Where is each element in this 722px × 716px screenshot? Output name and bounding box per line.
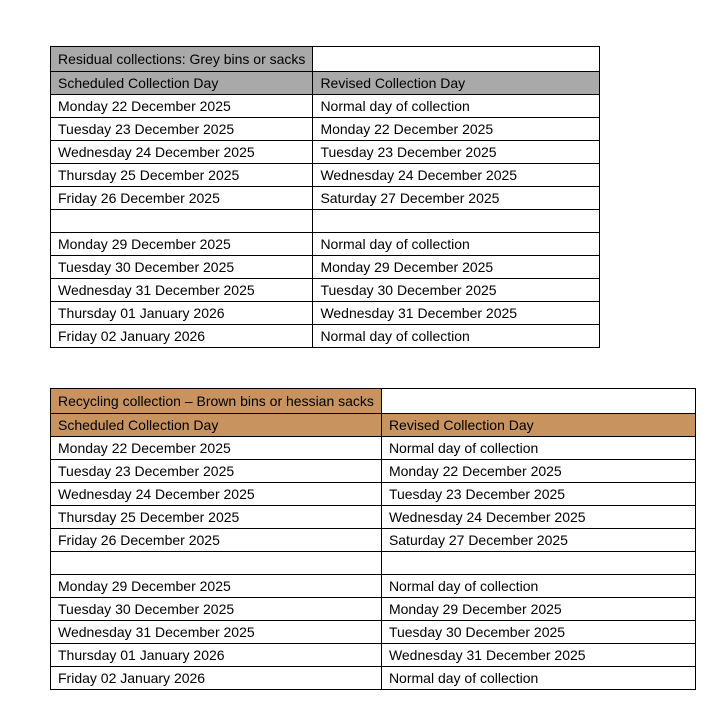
table-cell: Normal day of collection — [381, 667, 695, 690]
table-cell: Wednesday 31 December 2025 — [51, 279, 313, 302]
residual-table-head — [51, 47, 600, 95]
table-row — [51, 506, 696, 529]
residual-collections-section — [50, 46, 600, 348]
table-cell: Monday 29 December 2025 — [51, 233, 313, 256]
table-cell: Thursday 25 December 2025 — [51, 164, 313, 187]
recycling-table-body — [51, 437, 696, 690]
table-cell: Thursday 25 December 2025 — [51, 506, 382, 529]
table-cell: Tuesday 30 December 2025 — [313, 279, 600, 302]
table-row — [51, 164, 600, 187]
table-cell — [51, 552, 382, 575]
table-title-row — [51, 389, 696, 414]
table-row — [51, 302, 600, 325]
title-spacer-cell — [313, 47, 600, 72]
table-cell — [313, 210, 600, 233]
title-spacer-cell — [381, 389, 695, 414]
column-header-scheduled: Scheduled Collection Day — [51, 72, 313, 95]
table-cell: Normal day of collection — [313, 95, 600, 118]
table-cell: Monday 29 December 2025 — [313, 256, 600, 279]
recycling-table-title: Recycling collection – Brown bins or hessian sacks — [51, 389, 382, 414]
table-row — [51, 552, 696, 575]
table-cell: Wednesday 24 December 2025 — [313, 164, 600, 187]
table-cell: Wednesday 31 December 2025 — [313, 302, 600, 325]
table-row — [51, 118, 600, 141]
table-title-row — [51, 47, 600, 72]
table-row — [51, 325, 600, 348]
table-cell: Saturday 27 December 2025 — [381, 529, 695, 552]
table-row — [51, 621, 696, 644]
residual-collections-table — [50, 46, 600, 348]
table-row — [51, 279, 600, 302]
table-header-row — [51, 414, 696, 437]
table-cell: Wednesday 24 December 2025 — [51, 483, 382, 506]
table-row — [51, 644, 696, 667]
table-row — [51, 483, 696, 506]
table-cell: Tuesday 23 December 2025 — [51, 118, 313, 141]
table-cell: Tuesday 30 December 2025 — [51, 598, 382, 621]
table-row — [51, 667, 696, 690]
table-cell: Friday 26 December 2025 — [51, 187, 313, 210]
table-cell: Tuesday 23 December 2025 — [51, 460, 382, 483]
table-cell: Monday 22 December 2025 — [381, 460, 695, 483]
table-cell: Monday 29 December 2025 — [51, 575, 382, 598]
table-cell: Normal day of collection — [381, 437, 695, 460]
column-header-revised: Revised Collection Day — [313, 72, 600, 95]
table-cell: Monday 22 December 2025 — [51, 437, 382, 460]
table-cell: Tuesday 23 December 2025 — [381, 483, 695, 506]
table-cell: Monday 29 December 2025 — [381, 598, 695, 621]
table-row — [51, 233, 600, 256]
table-row — [51, 437, 696, 460]
table-row — [51, 95, 600, 118]
table-row — [51, 575, 696, 598]
table-cell — [51, 210, 313, 233]
table-cell: Normal day of collection — [313, 325, 600, 348]
table-cell: Tuesday 30 December 2025 — [381, 621, 695, 644]
recycling-table-head — [51, 389, 696, 437]
table-cell: Wednesday 31 December 2025 — [381, 644, 695, 667]
table-header-row — [51, 72, 600, 95]
recycling-collection-table — [50, 388, 696, 690]
table-cell: Friday 26 December 2025 — [51, 529, 382, 552]
column-header-revised: Revised Collection Day — [381, 414, 695, 437]
table-cell: Normal day of collection — [381, 575, 695, 598]
table-cell: Monday 22 December 2025 — [313, 118, 600, 141]
table-cell: Wednesday 24 December 2025 — [51, 141, 313, 164]
table-cell: Friday 02 January 2026 — [51, 667, 382, 690]
table-cell: Tuesday 23 December 2025 — [313, 141, 600, 164]
table-cell: Thursday 01 January 2026 — [51, 644, 382, 667]
residual-table-title: Residual collections: Grey bins or sacks — [51, 47, 313, 72]
table-cell: Wednesday 24 December 2025 — [381, 506, 695, 529]
column-header-scheduled: Scheduled Collection Day — [51, 414, 382, 437]
table-row — [51, 187, 600, 210]
table-row — [51, 460, 696, 483]
residual-table-body — [51, 95, 600, 348]
table-cell: Tuesday 30 December 2025 — [51, 256, 313, 279]
table-row — [51, 256, 600, 279]
table-row — [51, 598, 696, 621]
table-cell: Saturday 27 December 2025 — [313, 187, 600, 210]
table-cell: Friday 02 January 2026 — [51, 325, 313, 348]
table-row — [51, 141, 600, 164]
table-cell: Monday 22 December 2025 — [51, 95, 313, 118]
recycling-collection-section — [50, 388, 696, 690]
table-cell: Thursday 01 January 2026 — [51, 302, 313, 325]
table-row — [51, 529, 696, 552]
table-cell — [381, 552, 695, 575]
table-cell: Normal day of collection — [313, 233, 600, 256]
table-cell: Wednesday 31 December 2025 — [51, 621, 382, 644]
table-row — [51, 210, 600, 233]
